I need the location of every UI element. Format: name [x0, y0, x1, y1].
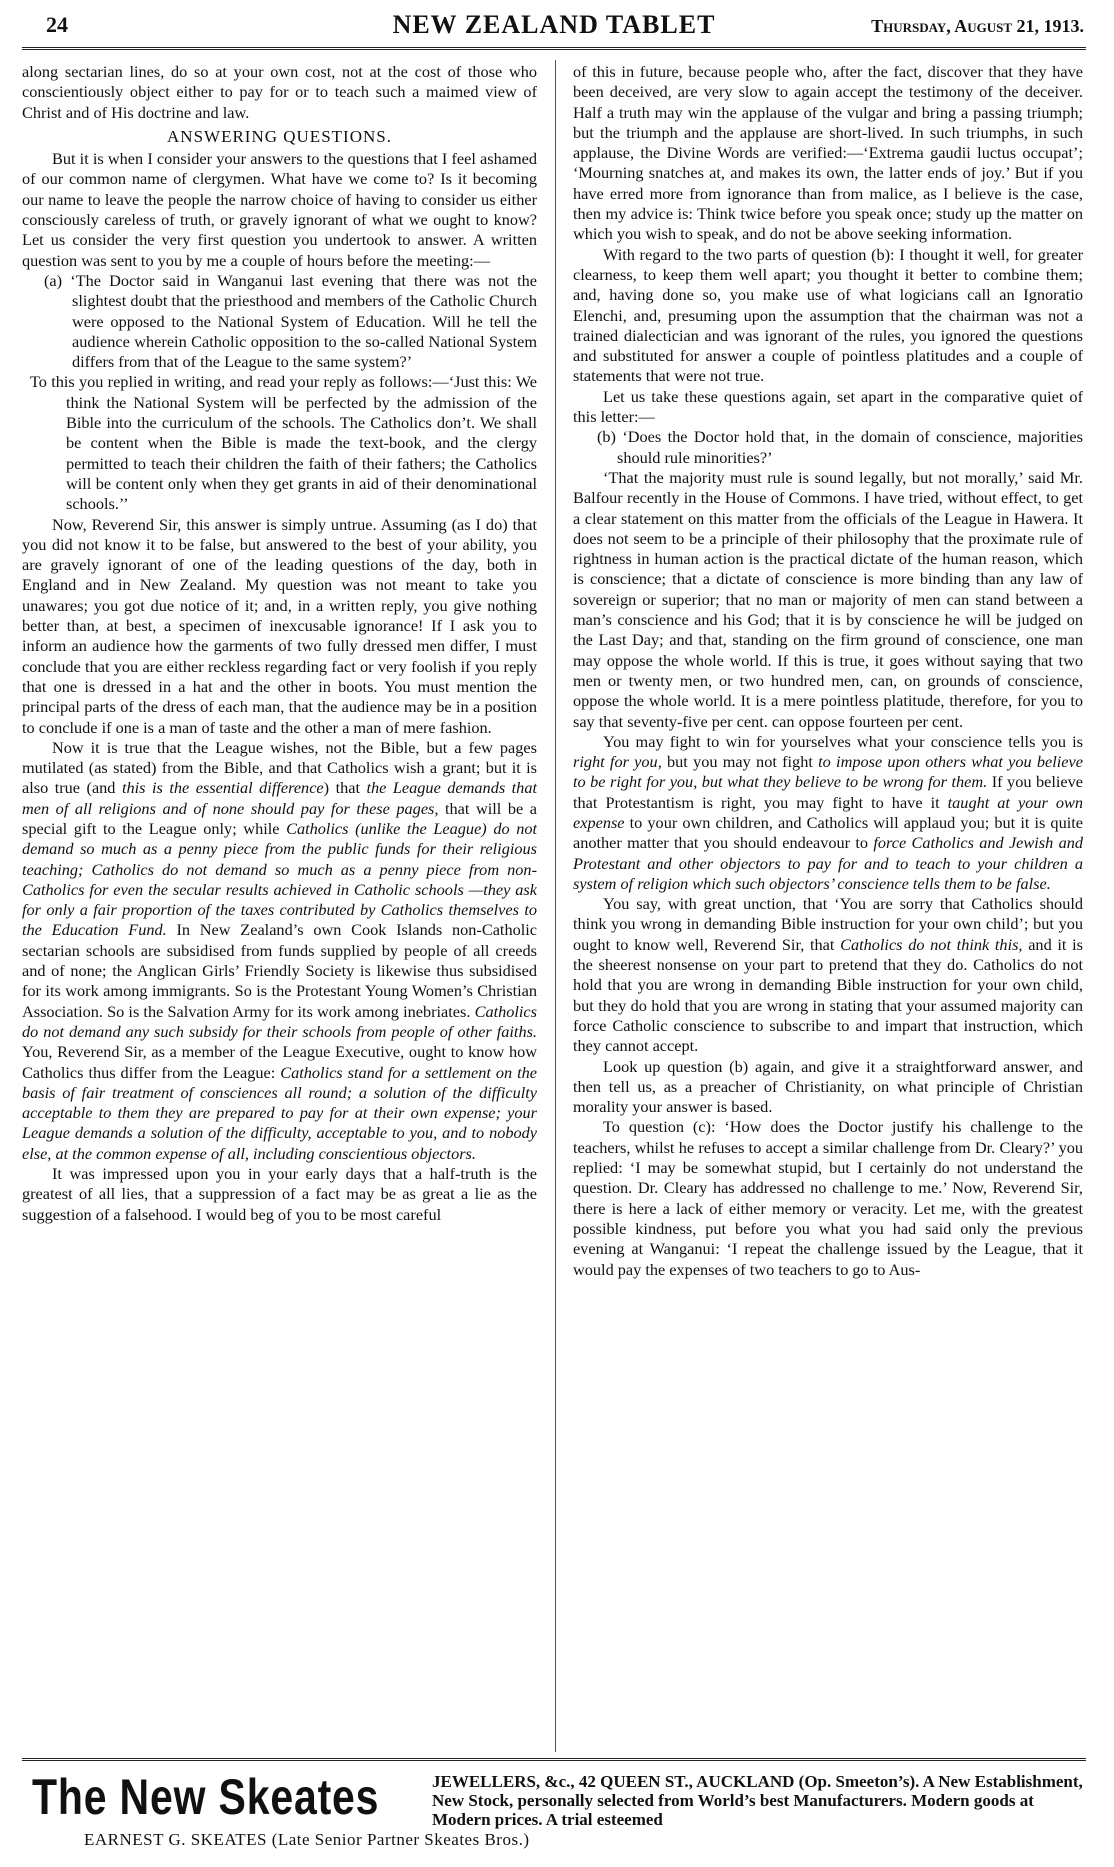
publication-title: NEW ZEALAND TABLET — [392, 10, 716, 39]
ad-details: JEWELLERS, &c., 42 QUEEN ST., AUCKLAND (Op. Smeeton’s). A New Establishment, New Stock, personally selected from World’s best Manufacturers. Modern goods at Modern prices. A trial esteemed — [432, 1772, 1083, 1829]
text-run: But it is when I consider your answers to the questions that I feel ashamed of our common name of clergymen. What have we come to? Is it becoming our name to leave the people the narrow choice of having to consider us either consciously careless of truth, or gravely ignorant of what we ought to know? Let us consider the very first question you undertook to answer. A written question was sent to you by me a couple of hours before the meeting:— — [22, 149, 537, 270]
text-run: ) that — [323, 778, 367, 798]
text-run: of this in future, because people who, after the fact, discover that they have been deceived, are very slow to again accept the testimony of the deceiver. Half a truth may win the applause of the vulgar and bring a passing triumph; but the triumph and the applause are short-lived. In such triumphs, in such applause, the Divine Words are verified:—‘Extrema gaudii luctus occupat’; ‘Mourning snatches at, and makes its own, the latter ends of joy.’ But if you have erred more from ignorance than from malice, as I believe is the case, then my advice is: Think twice before you speak once; study up the matter on which you wish to speak, and do not be above seeking information. — [573, 62, 1083, 244]
column-divider — [555, 60, 556, 1752]
page-number: 24 — [46, 12, 68, 37]
paragraph — [22, 149, 537, 271]
italic-text: force Catholics and Jewish and Protestant and other objectors to pay for and to teach to your children a system of religion which such objectors’ conscience tells them to be false. — [573, 833, 1083, 893]
italic-text: Catholics do not think this, — [840, 934, 1023, 954]
italic-text: this is the essential difference — [121, 778, 324, 798]
text-run: With regard to the two parts of question (b): I thought it well, for greater clearness, to keep them well apart; you thought it better to combine them; and, having done so, you make use of what logicians call an Ignoratio Elenchi, and, presuming upon the assumption that the chairman was not a trained dialectician and was ignorant of the rules, you ignored the questions and substituted for answer a couple of pointless platitudes and a couple of statements that were not true. — [573, 244, 1083, 386]
text-run: You, Reverend Sir, as a member of the League Executive, ought to know how Catholics thus differ from the League: — [22, 1042, 537, 1082]
paragraph — [22, 271, 537, 372]
text-run: You say, with great unction, that ‘You are sorry that Catholics should think you wrong in demanding Bible instruction for your own child’; but you ought to know well, Reverend Sir, that — [573, 894, 1083, 954]
text-run: To this you replied in writing, and read your reply as follows:—‘Just this: We think the National System will be perfected by the admission of the Bible into the curriculum of the schools. The Catholics don’t. We shall be content when the Bible is made the text-book, and the clergy permitted to teach their children the faith of their fathers; the Catholics will be content only when they get grants in aid of their denominational schools.’’ — [30, 372, 537, 514]
text-run: ‘That the majority must rule is sound legally, but not morally,’ said Mr. Balfour recently in the House of Commons. I have tried, without effect, to get a clear statement on this matter from the officials of the League in Hawera. It does not seem to be a principle of their philosophy that the proximate rule of rightness in human action is the practical dictate of the human reason, which is conscience; that a dictate of conscience is more binding than any law of sovereign or superior; that no man or majority of men can stand between a man’s conscience and his God; that it is by conscience he will be judged on the Last Day; and that, standing on the firm ground of conscience, one man may oppose the whole world. If this is true, it goes without saying that two men or twenty men, or two hundred men, can, on grounds of conscience, oppose the whole world. It is a mere pointless platitude, therefore, for you to say that seventy-five per cent. can oppose fourteen per cent. — [573, 467, 1083, 731]
text-run: and it is the sheerest nonsense on your part to pretend that they do. Catholics do not hold that you are wrong in demanding Bible instruction for your own child, but they do hold that you are wrong in stating that your assumed majority can force Catholic conscience to subscribe to and impart that instruction, which they cannot accept. — [573, 934, 1083, 1056]
text-run: Now, Reverend Sir, this answer is simply untrue. Assuming (as I do) that you did not know it to be false, but answered to the best of your ability, you are gravely ignorant of one of the leading questions of the day, both in England and in New Zealand. My question was not meant to take you unawares; you got due notice of it; and, in a written reply, you give nothing better than, at best, a specimen of inexcusable ignorance! If I ask you to inform an audience how the garments of two fully dressed men differ, I must conclude that you are either reckless regarding fact or very foolish if you reply that one is dressed in a hat and the other in boots. You must mention the principal parts of the dress of each man, that the audience may be in a position to conclude if one is a man of taste and the other a man of mere fashion. — [22, 514, 537, 737]
italic-text: taught at your own expense — [573, 792, 1083, 832]
text-run: You may fight to win for yourselves what your conscience tells you is — [603, 731, 1083, 751]
ad-brand-name: The New Skeates — [32, 1769, 380, 1825]
page-header — [24, 8, 1084, 42]
paragraph — [22, 372, 537, 514]
italic-text: right for you, — [573, 752, 662, 772]
italic-text: Catholics do not demand any such subsidy for their schools from people of other faiths. — [22, 1001, 537, 1041]
paragraph — [573, 732, 1083, 894]
paragraph — [573, 62, 1083, 245]
italic-text: Catholics (unlike the League) do not demand so much as a penny piece from the public funds for their religious teaching; Catholics do not demand so much as a penny piece from non-Catholics for even the secular results achieved in Catholic schools —they ask for only a fair proportion of the taxes contributed by Catholics themselves to the Education Fund. — [22, 818, 537, 940]
text-run: To question (c): ‘How does the Doctor justify his challenge to the teachers, whilst he refuses to accept a similar challenge from Dr. Cleary?’ you replied: ‘I may be somewhat stupid, but I certainly do not understand the question. Dr. Cleary has addressed no challenge to me.’ Now, Reverend Sir, there is here a lack of either memory or veracity. Let me, with the greatest possible kindness, put before you what you had said only the previous evening at Wanganui: ‘I repeat the challenge issued by the League, that it would pay the expenses of two teachers to go to Aus- — [573, 1117, 1083, 1279]
right-column — [573, 62, 1083, 1752]
text-run: In New Zealand’s own Cook Islands non-Catholic sectarian schools are subsidised from funds supplied by people of all creeds and of none; the Anglican Girls’ Friendly Society is likewise thus subsidised for its work among immigrants. So is the Protestant Young Women’s Christian Association. So is the Salvation Army for its work among inebriates. — [22, 920, 537, 1021]
text-run: along sectarian lines, do so at your own cost, not at the cost of those who conscientiously object either to pay for or to teach such a maimed view of Christ and of His doctrine and law. — [22, 62, 537, 122]
text-run: but you may not fight — [661, 752, 819, 772]
text-run: Look up question (b) again, and give it a straightforward answer, and then tell us, as a preacher of Christianity, on what principle of Christian morality your answer is based. — [573, 1056, 1083, 1117]
text-run: ANSWERING QUESTIONS. — [167, 126, 392, 146]
italic-text: Catholics stand for a settlement on the basis of fair treatment of consciences all round; a solution of the difficulty acceptable to them they are prepared to pay for at their own expense; your League demands a solution of the difficulty, acceptable to you, and to nobody else, at the common expense of all, including conscientious objectors. — [22, 1062, 537, 1163]
paragraph — [573, 245, 1083, 387]
paragraph — [573, 387, 1083, 428]
paragraph — [573, 468, 1083, 732]
text-run: (b) ‘Does the Doctor hold that, in the domain of conscience, majorities should rule minorities?’ — [597, 427, 1083, 467]
paragraph — [573, 894, 1083, 1056]
paragraph — [573, 1117, 1083, 1279]
italic-text: the League demands that men of all religions and of none should pay for these pages, — [22, 778, 537, 818]
footer-rule — [22, 1758, 1086, 1761]
paragraph — [573, 427, 1083, 468]
paragraph — [22, 1164, 537, 1225]
text-run: Let us take these questions again, set apart in the comparative quiet of this letter:— — [573, 386, 1083, 427]
text-run: (a) ‘The Doctor said in Wanganui last evening that there was not the slightest doubt that the priesthood and members of the Catholic Church were opposed to the National System of Education. Will he tell the audience wherein Catholic opposition to the so-called National System differs from that of the League to the same system?’ — [44, 270, 537, 372]
paragraph — [22, 62, 537, 123]
paragraph — [22, 127, 537, 147]
text-run: If you believe that Protestantism is right, you may fight to have it — [573, 772, 1083, 812]
ad-proprietor: EARNEST G. SKEATES (Late Senior Partner Skeates Bros.) — [84, 1830, 530, 1849]
header-rule — [22, 47, 1086, 53]
paragraph — [22, 738, 537, 1164]
italic-text: to impose upon others what you believe to be right for you, but what they believe to be wrong for them. — [573, 752, 1083, 792]
text-run: to your own children, and Catholics will applaud you; but it is quite another matter that you should endeavour to — [573, 812, 1083, 853]
paragraph — [22, 515, 537, 738]
text-run: It was impressed upon you in your early days that a half-truth is the greatest of all lies, that a suppression of a fact may be as great a lie as the suggestion of a falsehood. I would beg of you to be most careful — [22, 1164, 537, 1224]
text-run: that will be a special gift to the League only; while — [22, 798, 537, 838]
paragraph — [573, 1057, 1083, 1118]
left-column — [22, 62, 537, 1752]
advertisement — [22, 1768, 1086, 1860]
issue-date: Thursday, August 21, 1913. — [871, 16, 1084, 36]
text-run: Now it is true that the League wishes, not the Bible, but a few pages mutilated (as stated) from the Bible, and that Catholics wish a grant; but it is also true (and — [22, 737, 537, 798]
